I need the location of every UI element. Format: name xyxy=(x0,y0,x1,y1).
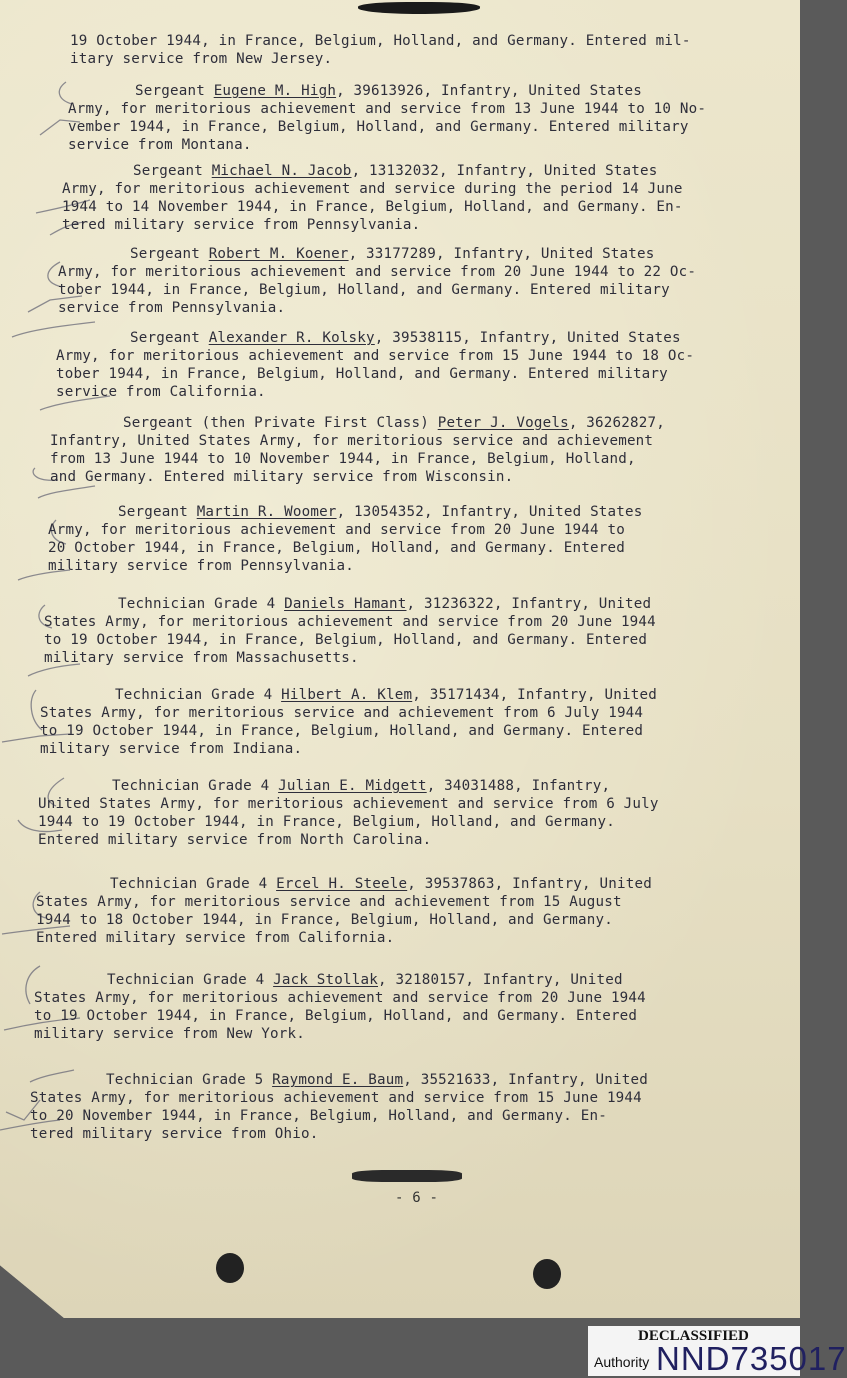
entry-body-line: United States Army, for meritorious achievement and service from 6 July xyxy=(38,796,659,812)
entry-name: Alexander R. Kolsky xyxy=(208,330,375,346)
entry-serial: , 13054352, Infantry, United States xyxy=(336,504,643,520)
punch-hole-right xyxy=(533,1259,561,1289)
intro-line-2: itary service from New Jersey. xyxy=(70,51,333,67)
entry-rank: Sergeant xyxy=(118,504,197,520)
entry-serial: , 31236322, Infantry, United xyxy=(406,596,652,612)
entry-serial: , 39537863, Infantry, United xyxy=(407,876,652,892)
entry-rank: Technician Grade 4 xyxy=(112,778,279,794)
entry-body-line: to 19 October 1944, in France, Belgium, Holland, and Germany. Entered xyxy=(40,723,644,739)
entry-body-line: Army, for meritorious achievement and service from 20 June 1944 to xyxy=(48,522,625,538)
entry-body-line: military service from New York. xyxy=(34,1026,305,1042)
entry-heading xyxy=(118,503,643,521)
entry-body-line: Army, for meritorious achievement and service from 20 June 1944 to 22 Oc- xyxy=(58,264,697,280)
entry-heading xyxy=(115,686,657,704)
entry-heading xyxy=(112,777,610,795)
entry-rank: Technician Grade 4 xyxy=(115,687,282,703)
entry-serial: , 35171434, Infantry, United xyxy=(412,687,657,703)
punch-hole-left xyxy=(216,1253,244,1283)
entry-body-line: 1944 to 14 November 1944, in France, Belgium, Holland, and Germany. En- xyxy=(62,199,683,215)
entry-body-line: service from Pennsylvania. xyxy=(58,300,286,316)
entry-name: Jack Stollak xyxy=(273,972,378,988)
entry-heading xyxy=(118,595,651,613)
entry-name: Hilbert A. Klem xyxy=(281,687,413,703)
entry-name: Raymond E. Baum xyxy=(272,1072,404,1088)
stamp-authority-label: Authority xyxy=(594,1354,650,1370)
entry-rank: Technician Grade 4 xyxy=(107,972,274,988)
entry-body-line: States Army, for meritorious service and achievement from 6 July 1944 xyxy=(40,705,644,721)
entry-body-line: vember 1944, in France, Belgium, Holland, and Germany. Entered military xyxy=(68,119,689,135)
entry-rank: Sergeant (then Private First Class) xyxy=(123,415,438,431)
entry-heading xyxy=(123,414,665,432)
entry-body-line: from 13 June 1944 to 10 November 1944, in France, Belgium, Holland, xyxy=(50,451,636,467)
stamp-title: DECLASSIFIED xyxy=(638,1328,749,1344)
entry-heading xyxy=(133,162,658,180)
entry-body-line: service from Montana. xyxy=(68,137,252,153)
entry-heading xyxy=(130,245,655,263)
entry-body-line: and Germany. Entered military service from Wisconsin. xyxy=(50,469,514,485)
entry-body-line: Infantry, United States Army, for meritorious service and achievement xyxy=(50,433,654,449)
entry-serial: , 34031488, Infantry, xyxy=(426,778,611,794)
entry-body-line: Entered military service from California. xyxy=(36,930,395,946)
entry-body-line: military service from Pennsylvania. xyxy=(48,558,354,574)
entry-serial: , 35521633, Infantry, United xyxy=(403,1072,648,1088)
entry-name: Robert M. Koener xyxy=(208,246,349,262)
entry-heading xyxy=(107,971,623,989)
entry-heading xyxy=(135,82,642,100)
entry-rank: Sergeant xyxy=(130,246,209,262)
entry-heading xyxy=(130,329,681,347)
entry-body-line: 1944 to 18 October 1944, in France, Belgium, Holland, and Germany. xyxy=(36,912,613,928)
entry-body-line: 20 October 1944, in France, Belgium, Holland, and Germany. Entered xyxy=(48,540,625,556)
entry-body-line: to 19 October 1944, in France, Belgium, Holland, and Germany. Entered xyxy=(44,632,648,648)
entry-body-line: Entered military service from North Carolina. xyxy=(38,832,432,848)
stamp-authority-number: NND735017 xyxy=(656,1340,847,1377)
entry-body-line: service from California. xyxy=(56,384,266,400)
entry-body-line: States Army, for meritorious achievement and service from 15 June 1944 xyxy=(30,1090,642,1106)
entry-body-line: tober 1944, in France, Belgium, Holland, and Germany. Entered military xyxy=(58,282,670,298)
entry-serial: , 39538115, Infantry, United States xyxy=(374,330,681,346)
entry-body-line: Army, for meritorious achievement and service from 13 June 1944 to 10 No- xyxy=(68,101,707,117)
page-number: - 6 - xyxy=(395,1190,439,1206)
redaction-bar-bottom xyxy=(352,1170,462,1182)
entry-body-line: to 20 November 1944, in France, Belgium, Holland, and Germany. En- xyxy=(30,1108,607,1124)
entry-serial: , 36262827, xyxy=(568,415,665,431)
entry-body-line: Army, for meritorious achievement and service during the period 14 June xyxy=(62,181,683,197)
entry-body-line: 1944 to 19 October 1944, in France, Belgium, Holland, and Germany. xyxy=(38,814,615,830)
entry-body-line: to 19 October 1944, in France, Belgium, Holland, and Germany. Entered xyxy=(34,1008,638,1024)
entry-body-line: tober 1944, in France, Belgium, Holland, and Germany. Entered military xyxy=(56,366,668,382)
entry-name: Eugene M. High xyxy=(213,83,337,99)
entry-rank: Technician Grade 4 xyxy=(118,596,285,612)
entry-body-line: States Army, for meritorious service and achievement from 15 August xyxy=(36,894,622,910)
entry-name: Peter J. Vogels xyxy=(437,415,569,431)
entry-serial: , 39613926, Infantry, United States xyxy=(336,83,643,99)
entry-serial: , 13132032, Infantry, United States xyxy=(351,163,658,179)
entry-name: Daniels Hamant xyxy=(284,596,407,612)
entry-rank: Sergeant xyxy=(133,163,212,179)
entry-body-line: Army, for meritorious achievement and service from 15 June 1944 to 18 Oc- xyxy=(56,348,695,364)
entry-serial: , 33177289, Infantry, United States xyxy=(348,246,655,262)
entry-rank: Sergeant xyxy=(135,83,214,99)
entry-serial: , 32180157, Infantry, United xyxy=(378,972,623,988)
entry-body-line: States Army, for meritorious achievement and service from 20 June 1944 xyxy=(44,614,656,630)
entry-name: Michael N. Jacob xyxy=(211,163,352,179)
entry-body-line: military service from Massachusetts. xyxy=(44,650,359,666)
entry-heading xyxy=(110,875,652,893)
entry-body-line: tered military service from Ohio. xyxy=(30,1126,319,1142)
entry-body-line: States Army, for meritorious achievement and service from 20 June 1944 xyxy=(34,990,646,1006)
entry-heading xyxy=(106,1071,648,1089)
entry-rank: Sergeant xyxy=(130,330,209,346)
entry-name: Julian E. Midgett xyxy=(278,778,427,794)
entry-rank: Technician Grade 5 xyxy=(106,1072,273,1088)
declassified-stamp xyxy=(588,1326,847,1377)
entry-body-line: military service from Indiana. xyxy=(40,741,303,757)
entry-name: Martin R. Woomer xyxy=(196,504,337,520)
intro-line-1: 19 October 1944, in France, Belgium, Holland, and Germany. Entered mil- xyxy=(70,33,691,49)
entry-rank: Technician Grade 4 xyxy=(110,876,277,892)
entry-name: Ercel H. Steele xyxy=(276,876,408,892)
entry-body-line: tered military service from Pennsylvania. xyxy=(62,217,421,233)
